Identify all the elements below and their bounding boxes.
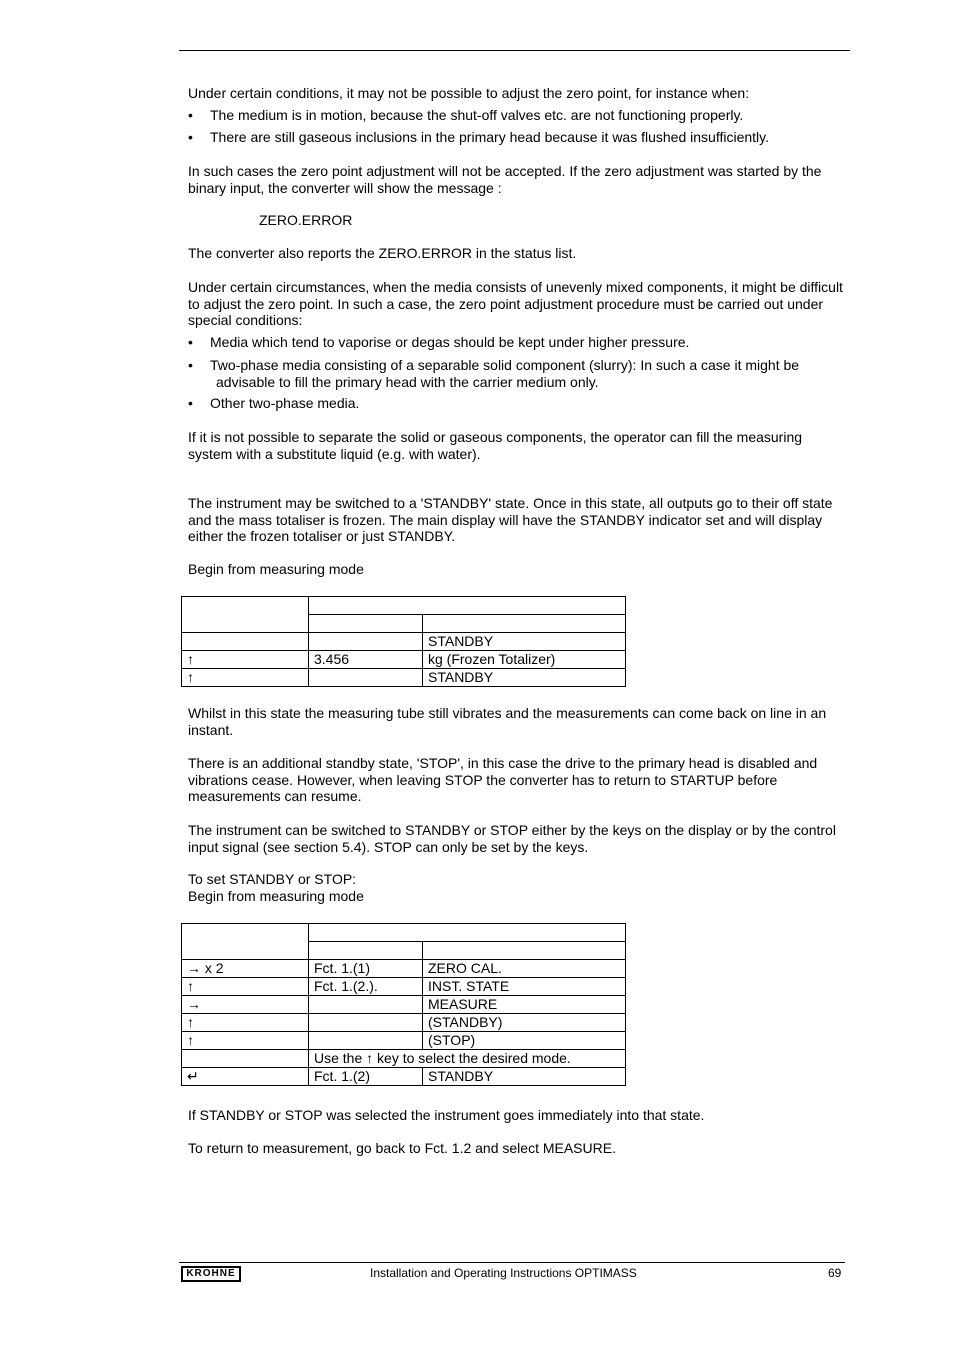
table-row — [182, 1068, 626, 1086]
display-line-1-cell — [309, 1014, 423, 1032]
display-line-1-cell — [309, 633, 423, 651]
display-line-2-cell: (STOP) — [423, 1032, 626, 1050]
table-header-cell — [423, 942, 626, 960]
table-row — [182, 1032, 626, 1050]
table-note-row — [182, 1050, 626, 1068]
bullet-text: There are still gaseous inclusions in the primary head because it was flushed insufficiently. — [210, 129, 769, 145]
bullet-line-1: Two-phase media consisting of a separable solid component (slurry): In such a case it might be — [210, 357, 800, 373]
table-note-cell: Use the ↑ key to select the desired mode. — [309, 1050, 626, 1068]
table-row — [182, 1014, 626, 1032]
display-line-2-cell: MEASURE — [423, 996, 626, 1014]
key-cell: → — [182, 996, 309, 1014]
display-line-1-cell: Fct. 1.(2.). — [309, 978, 423, 996]
standby-paragraph-1: The instrument may be switched to a 'STANDBY' state. Once in this state, all outputs go to their off state and the mass totaliser is frozen. The main display will have the STANDBY indicator set and will display either the frozen totaliser or just STANDBY. — [188, 495, 833, 545]
zero-error-message: ZERO.ERROR — [259, 212, 353, 228]
key-cell — [182, 633, 309, 651]
display-line-1-cell: 3.456 — [309, 651, 423, 669]
key-cell: ↑ — [182, 651, 309, 669]
header-rule — [179, 50, 850, 51]
bullet-text: The medium is in motion, because the shut-off valves etc. are not functioning properly. — [210, 107, 744, 123]
intro-paragraph-1: Under certain conditions, it may not be possible to adjust the zero point, for instance when: — [188, 85, 750, 101]
key-cell: ↵ — [182, 1068, 309, 1086]
table-header-row — [182, 924, 626, 942]
table-row — [182, 651, 626, 669]
table-header-cell — [309, 924, 626, 942]
bullet-dot-icon: • — [188, 334, 193, 350]
display-line-2-cell: ZERO CAL. — [423, 960, 626, 978]
key-cell: ↑ — [182, 1032, 309, 1050]
table-header-cell — [182, 597, 309, 633]
key-cell — [182, 1050, 309, 1068]
bullet-dot-icon: • — [188, 357, 193, 373]
table-row — [182, 978, 626, 996]
standby-paragraph-7: If STANDBY or STOP was selected the instrument goes immediately into that state. — [188, 1107, 705, 1123]
bullet-dot-icon: • — [188, 129, 193, 145]
standby-paragraph-5: The instrument can be switched to STANDBY or STOP either by the keys on the display or by the control input signal (see section 5.4). STOP can only be set by the keys. — [188, 822, 836, 855]
bullet-dot-icon: • — [188, 107, 193, 123]
table-row — [182, 633, 626, 651]
standby-paragraph-4: There is an additional standby state, 'STOP', in this case the drive to the primary head is disabled and vibrations cease. However, when leaving STOP the converter has to return to STARTUP before measurements can resume. — [188, 755, 818, 805]
standby-paragraph-2: Begin from measuring mode — [188, 561, 364, 577]
display-line-1-cell — [309, 669, 423, 687]
key-cell: ↑ — [182, 1014, 309, 1032]
intro-paragraph-5: If it is not possible to separate the solid or gaseous components, the operator can fill the measuring system with a substitute liquid (e.g. with water). — [188, 429, 803, 462]
table-row — [182, 960, 626, 978]
intro-paragraph-4: Under certain circumstances, when the media consists of unevenly mixed components, it might be difficult to adjust the zero point. In such a case, the zero point adjustment procedure must be carried out under special conditions: — [188, 279, 843, 329]
table-row — [182, 669, 626, 687]
key-cell: ↑ — [182, 978, 309, 996]
standby-key-table — [181, 596, 626, 687]
footer-rule — [179, 1262, 845, 1263]
standby-paragraph-3: Whilst in this state the measuring tube still vibrates and the measurements can come back on line in an instant. — [188, 705, 827, 738]
display-line-2-cell: STANDBY — [423, 669, 626, 687]
standby-paragraph-8: To return to measurement, go back to Fct. 1.2 and select MEASURE. — [188, 1140, 616, 1156]
bullet-text — [210, 357, 840, 390]
table-header-cell — [182, 924, 309, 960]
display-line-2-cell: STANDBY — [423, 633, 626, 651]
table-row — [182, 996, 626, 1014]
intro-paragraph-2: In such cases the zero point adjustment will not be accepted. If the zero adjustment was started by the binary input, the converter will show the message : — [188, 163, 822, 196]
table-header-cell — [309, 942, 423, 960]
stop-key-table — [181, 923, 626, 1086]
bullet-dot-icon: • — [188, 395, 193, 411]
table-header-cell — [309, 615, 423, 633]
display-line-2-cell: kg (Frozen Totalizer) — [423, 651, 626, 669]
display-line-1-cell: Fct. 1.(1) — [309, 960, 423, 978]
display-line-1-cell — [309, 996, 423, 1014]
footer-title: Installation and Operating Instructions OPTIMASS — [370, 1266, 637, 1280]
table-header-cell — [423, 615, 626, 633]
display-line-2-cell: STANDBY — [423, 1068, 626, 1086]
standby-paragraph-6a: To set STANDBY or STOP: — [188, 871, 357, 887]
bullet-text: Media which tend to vaporise or degas should be kept under higher pressure. — [210, 334, 690, 350]
display-line-2-cell: INST. STATE — [423, 978, 626, 996]
page-number: 69 — [828, 1266, 842, 1280]
intro-paragraph-3: The converter also reports the ZERO.ERROR in the status list. — [188, 245, 577, 261]
bullet-text: Other two-phase media. — [210, 395, 360, 411]
table-header-cell — [309, 597, 626, 615]
standby-paragraph-6b: Begin from measuring mode — [188, 888, 364, 904]
display-line-2-cell: (STANDBY) — [423, 1014, 626, 1032]
krohne-logo: KROHNE — [181, 1266, 241, 1282]
bullet-line-2: advisable to fill the primary head with the carrier medium only. — [216, 373, 599, 390]
display-line-1-cell — [309, 1032, 423, 1050]
key-cell: → x 2 — [182, 960, 309, 978]
table-header-row — [182, 597, 626, 615]
display-line-1-cell: Fct. 1.(2) — [309, 1068, 423, 1086]
key-cell: ↑ — [182, 669, 309, 687]
